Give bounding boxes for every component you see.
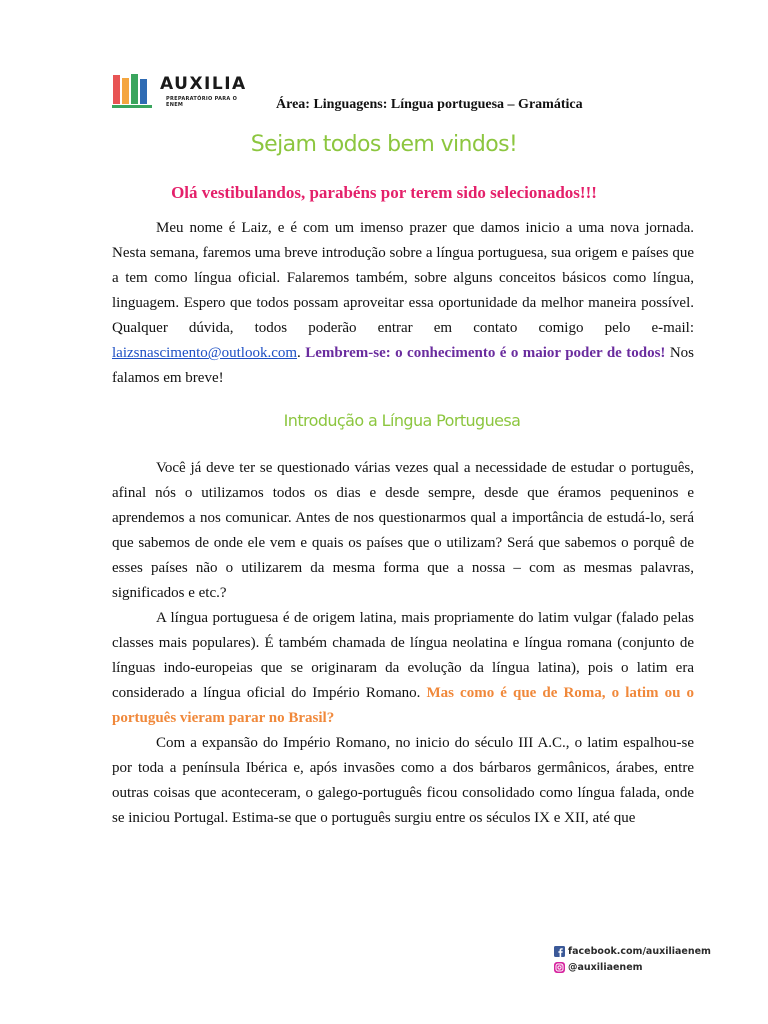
intro-highlight: Lembrem-se: o conhecimento é o maior poder de todos! bbox=[305, 345, 666, 361]
intro-closing: Nos falamos em breve! bbox=[112, 345, 695, 386]
paragraph-2-text: A língua portuguesa é de origem latina, mais propriamente do latim vulgar (falado pelas classes mais populares). É também chamada de língua neolatina e língua romana (conjunto de línguas indo-europeias que se originaram da evolução da língua latina), pois o latim era considerado a língua oficial do Império Romano. bbox=[112, 610, 694, 701]
auxilia-logo bbox=[112, 72, 252, 112]
brand-name: AUXILIA bbox=[160, 74, 247, 94]
intro-paragraph-block bbox=[112, 216, 694, 391]
facebook-row bbox=[554, 943, 711, 959]
facebook-icon bbox=[554, 946, 565, 957]
paragraph-2-highlight: Mas como é que de Roma, o latim ou o português vieram parar no Brasil? bbox=[112, 685, 694, 726]
section-paragraph-2 bbox=[112, 606, 694, 731]
section-paragraph-3: Com a expansão do Império Romano, no inicio do século III A.C., o latim espalhou-se por toda a península Ibérica e, após invasões como a dos bárbaros germânicos, árabes, entre outras coisas que aconteceram, o galego-português ficou consolidado como língua falada, onde se iniciou Portugal. Estima-se que o português surgiu entre os séculos IX e XII, até que bbox=[112, 735, 694, 826]
intro-text: Meu nome é Laiz, e é com um imenso prazer que damos inicio a uma nova jornada. Nesta semana, faremos uma breve introdução sobre a língua portuguesa, sua origem e países que a tem como língua oficial. Falaremos também, sobre alguns conceitos básicos como língua, linguagem. Espero que todos possam aproveitar essa oportunidade da melhor maneira possível. Qualquer dúvida, todos poderão entrar em contato comigo pelo e-mail: bbox=[112, 220, 694, 336]
intro-separator: . bbox=[297, 345, 306, 361]
books-logo-icon bbox=[112, 72, 154, 110]
section-body bbox=[112, 456, 694, 831]
instagram-icon bbox=[554, 962, 565, 973]
area-heading: Área: Linguagens: Língua portuguesa – Gramática bbox=[276, 97, 583, 112]
instagram-row bbox=[554, 959, 711, 975]
facebook-handle[interactable]: facebook.com/auxiliaenem bbox=[568, 945, 711, 957]
section-paragraph-1: Você já deve ter se questionado várias vezes qual a necessidade de estudar o português, afinal nós o utilizamos todos os dias e desde sempre, desde que éramos pequeninos e aprendemos a nos comunicar. Antes de nos questionarmos qual a importância de estudá-lo, será que sabemos de onde ele vem e quais os países que o utilizam? Será que sabemos o porquê de esses países não o utilizarem da mesma forma que a nossa – com as mesmas palavras, significados e etc.? bbox=[112, 460, 694, 601]
intro-paragraph bbox=[112, 216, 694, 391]
section-title: Introdução a Língua Portuguesa bbox=[283, 411, 521, 430]
social-footer bbox=[554, 943, 711, 975]
greeting-heading: Olá vestibulandos, parabéns por terem sido selecionados!!! bbox=[171, 183, 597, 202]
welcome-title: Sejam todos bem vindos! bbox=[250, 132, 518, 157]
instagram-handle[interactable]: @auxiliaenem bbox=[568, 961, 643, 973]
email-link[interactable]: laizsnascimento@outlook.com bbox=[112, 345, 298, 361]
brand-tagline: PREPARATÓRIO PARA O ENEM bbox=[166, 96, 238, 108]
